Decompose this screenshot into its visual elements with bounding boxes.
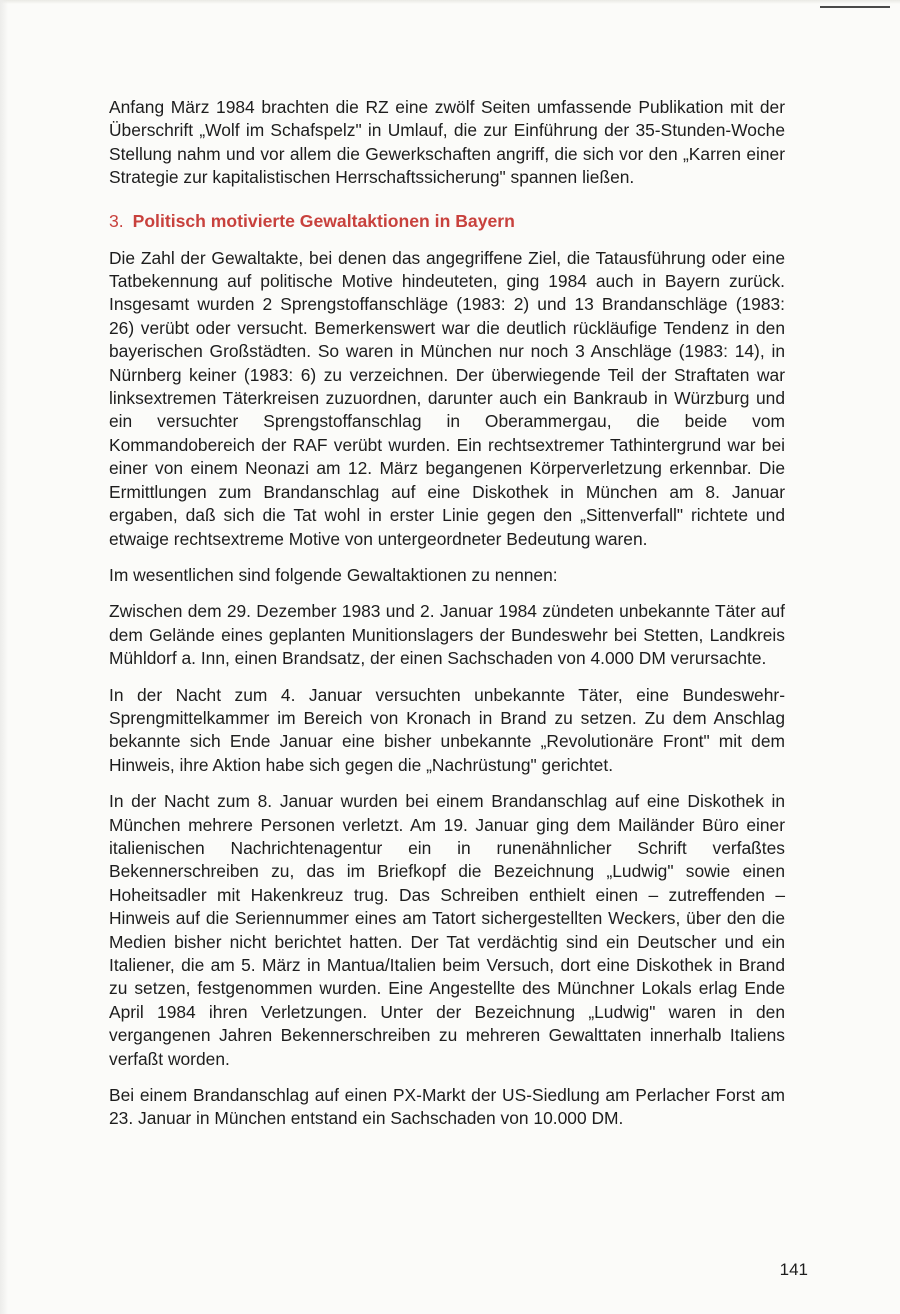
paragraph-stetten: Zwischen dem 29. Dezember 1983 und 2. Januar 1984 zündeten unbekannte Täter auf dem Gelände eines geplanten Munitionslagers der Bundeswehr bei Stetten, Landkreis Mühldorf a. Inn, einen Brandsatz, der einen Sachschaden von 4.000 DM verursachte. [109,601,785,669]
page-content [109,96,785,1144]
section-heading [109,210,785,233]
paragraph-px-market: Bei einem Brandanschlag auf einen PX-Markt der US-Siedlung am Perlacher Forst am 23. Januar in München entstand ein Sachschaden von 10.000 DM. [109,1085,785,1129]
paragraph-kronach: In der Nacht zum 4. Januar versuchten unbekannte Täter, eine Bundeswehr-Sprengmittelkammer im Bereich von Kronach in Brand zu setzen. Zu dem Anschlag bekannte sich Ende Januar eine bisher unbekannte „Revolutionäre Front" mit dem Hinweis, ihre Aktion habe sich gegen die „Nachrüstung" gerichtet. [109,684,785,775]
scan-edge-left [0,0,8,1314]
scan-mark [820,6,890,8]
section-number: 3. [109,210,124,231]
paragraph-munich-discotheque: In der Nacht zum 8. Januar wurden bei einem Brandanschlag auf eine Diskothek in München mehrere Personen verletzt. Am 19. Januar ging dem Mailänder Büro einer italienischen Nachrichtenagentur ein in runenähnlicher Schrift verfaßtes Bekennerschreiben zu, das im Briefkopf die Bezeichnung „Ludwig" sowie einen Hoheitsadler mit Hakenkreuz trug. Das Schreiben enthielt einen – zutreffenden – Hinweis auf die Seriennummer eines am Tatort sichergestellten Weckers, über den die Medien bisher nicht berichtet hatten. Der Tat verdächtig sind ein Deutscher und ein Italiener, die am 5. März in Mantua/Italien beim Versuch, dort eine Diskothek in Brand zu setzen, festgenommen wurden. Eine Angestellte des Münchner Lokals erlag Ende April 1984 ihren Verletzungen. Unter der Bezeichnung „Ludwig" waren in den vergangenen Jahren Bekennerschreiben zu mehreren Gewalttaten innerhalb Italiens verfaßt worden. [109,791,785,1069]
section-title: Politisch motivierte Gewaltaktionen in Bayern [132,210,515,231]
paragraph-statistics: Die Zahl der Gewaltakte, bei denen das angegriffene Ziel, die Tatausführung oder eine Tatbekennung auf politische Motive hindeuteten, ging 1984 auch in Bayern zurück. Insgesamt wurden 2 Sprengstoffanschläge (1983: 2) und 13 Brandanschläge (1983: 26) verübt oder versucht. Bemerkenswert war die deutlich rückläufige Tendenz in den bayerischen Großstädten. So waren in München nur noch 3 Anschläge (1983: 14), in Nürnberg keiner (1983: 6) zu verzeichnen. Der überwiegende Teil der Straftaten war linksextremen Täterkreisen zuzuordnen, darunter auch ein Bankraub in Würzburg und ein versuchter Sprengstoffanschlag in Oberammergau, die beide vom Kommandobereich der RAF verübt wurden. Ein rechtsextremer Tathintergrund war bei einer von einem Neonazi am 12. März begangenen Körperverletzung erkennbar. Die Ermittlungen zum Brandanschlag auf eine Diskothek in München am 8. Januar ergaben, daß sich die Tat wohl in erster Linie gegen den „Sittenverfall" richtete und etwaige rechtsextreme Motive von untergeordneter Bedeutung waren. [109,247,785,549]
paragraph-list-intro: Im wesentlichen sind folgende Gewaltaktionen zu nennen: [109,564,558,585]
intro-paragraph: Anfang März 1984 brachten die RZ eine zwölf Seiten umfassende Publikation mit der Überschrift „Wolf im Schafspelz" in Umlauf, die zur Einführung der 35-Stunden-Woche Stellung nahm und vor allem die Gewerkschaften angriff, die sich vor den „Karren einer Strategie zur kapitalistischen Herrschaftssicherung" spannen ließen. [109,97,785,188]
scan-edge-top [0,0,900,4]
page-number: 141 [779,1260,808,1279]
